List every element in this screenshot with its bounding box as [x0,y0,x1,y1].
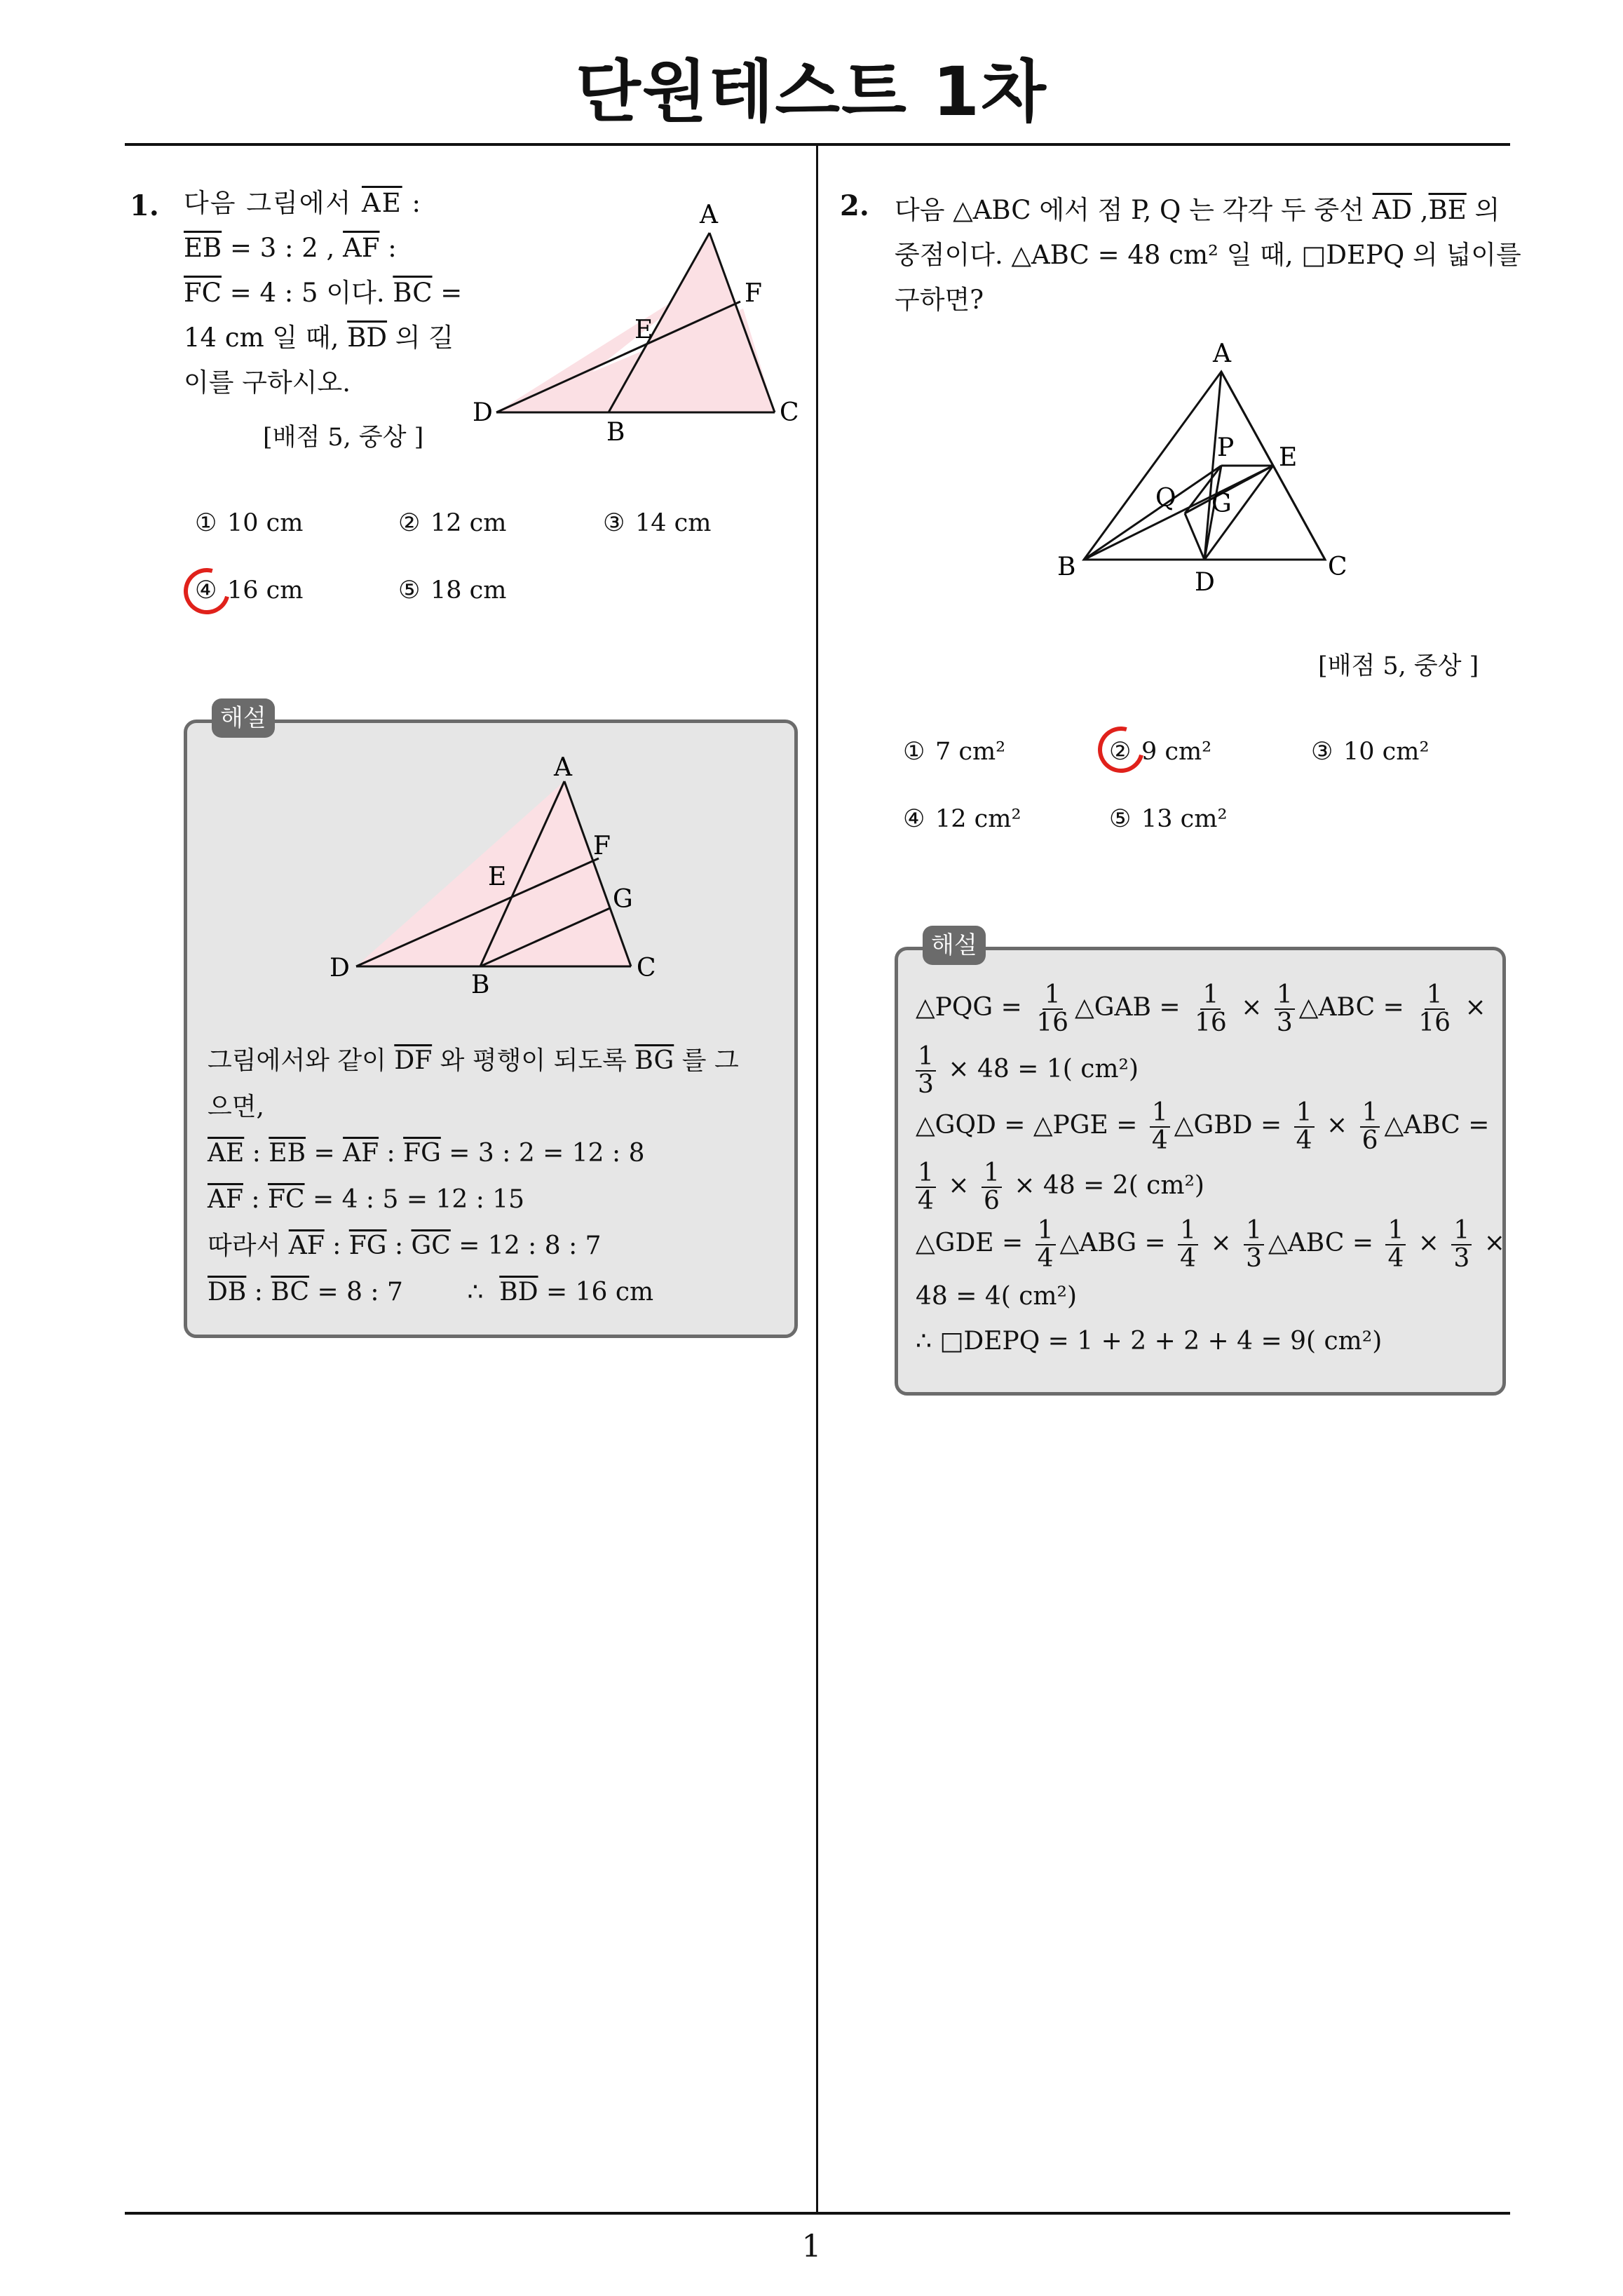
q1s-label-B: B [471,971,490,999]
q1s-label-G: G [613,885,633,914]
q1-solution-figure [322,750,687,1003]
q1-choice-2[interactable]: ② 12 cm [398,509,507,537]
q2-solution-eq3: △GQD = △PGE = $\frac{1}{4}$ △GBD = $\frac{1}{4}$ × $\frac{1}{6}$ △ABC = [916,1098,1490,1155]
question-1-number: 1. [130,189,159,222]
q2-answer-circle-mark [1089,718,1153,781]
question-1-score: [배점 5, 중상 ] [263,424,424,452]
q1s-label-A: A [554,753,572,782]
q2-label-D: D [1195,568,1215,597]
q2-label-P: P [1217,433,1235,462]
q2-label-A: A [1213,339,1231,368]
q2-choice-4[interactable]: ④ 12 cm² [903,805,1021,833]
footer-divider [125,2212,1510,2215]
q1-choice-5[interactable]: ⑤ 18 cm [398,576,507,605]
q2-solution-eq1: △PQG = $\frac{1}{16}$ △GAB = $\frac{1}{16}$ × $\frac{1}{3}$ △ABC = $\frac{1}{16}$ × [916,980,1486,1037]
q1-label-E: E [634,316,653,344]
q2-solution-eq2: $\frac{1}{3}$ × 48 = 1( cm²) [916,1044,1139,1098]
q1s-label-D: D [330,954,350,982]
q1s-label-E: E [488,863,507,891]
q1-solution-tag: 해설 [212,698,275,738]
q2-label-Q: Q [1155,484,1176,513]
column-divider [816,144,818,2213]
q2-label-C: C [1328,553,1347,581]
question-2-number: 2. [840,189,869,222]
question-2-score: [배점 5, 중상 ] [1318,652,1479,680]
q2-choice-3[interactable]: ③ 10 cm² [1311,738,1430,766]
q2-label-B: B [1057,553,1076,581]
q1-label-C: C [780,398,799,427]
q1-answer-circle-mark [175,560,238,623]
q1-choice-4[interactable]: ④ 16 cm [195,576,304,605]
q2-solution-tag: 해설 [923,926,986,965]
q2-label-G: G [1211,489,1232,518]
q1-label-D: D [473,398,493,427]
q1s-label-F: F [593,832,611,860]
q1-choice-3[interactable]: ③ 14 cm [603,509,712,537]
q2-solution-eq7: ∴ □DEPQ = 1 + 2 + 2 + 4 = 9( cm²) [916,1327,1383,1356]
q2-solution-eq5: △GDE = $\frac{1}{4}$ △ABG = $\frac{1}{4}$ × $\frac{1}{3}$ △ABC = $\frac{1}{4}$ × $\frac{1}{3}$ × [916,1216,1505,1273]
q1-label-A: A [700,201,718,229]
q2-solution-eq6: 48 = 4( cm²) [916,1282,1078,1311]
page-number: 1 [801,2229,822,2264]
question-1-text: 다음 그림에서 $\overline{AE}$ : $\overline{EB} = 3$ : 2 , $\overline{AF}$ : $\overline{FC} = 4$ : 5 이다. $\overline{BC}$ = 14 cm 일 때, $\overline{BD}$ 의 길 이를 구하시오. [184,188,463,398]
q1s-label-C: C [637,954,656,982]
q2-choice-5[interactable]: ⑤ 13 cm² [1109,805,1228,833]
q1-choice-1[interactable]: ① 10 cm [195,509,304,537]
q2-label-E: E [1279,443,1298,472]
q2-solution-eq4: $\frac{1}{4}$ × $\frac{1}{6}$ × 48 = 2( cm²) [916,1160,1204,1215]
question-1-figure [463,196,813,442]
question-2-figure [1045,337,1367,603]
q2-choice-1[interactable]: ① 7 cm² [903,738,1006,766]
q1-label-B: B [606,418,625,442]
q2-choice-2[interactable]: ② 9 cm² [1109,738,1212,766]
question-2-text: 다음 △ABC 에서 점 P, Q 는 각각 두 중선 $\overline{AD}$ $,\overline{BE}$ 의 중점이다. △ABC = 48 cm² 일 때, □DEPQ 의 넓이를 구하면? [895,195,1521,315]
q1-label-F: F [745,279,762,308]
q1-solution-text: 그림에서와 같이 $\overline{DF}$ 와 평행이 되도록 $\overline{BG}$ 를 그 으면, $\overline{AE}$ : $\overline{EB} = \overline{AF}$ : $\overline{FG} = 3$ : 2 = 12 : 8 $\overline{AF}$ : $\overline{FC} = 4$ : 5 = 12 : 15 따라서 $\overline{AF}$ : $\overline{FG}$ : $\overline{GC} = 12$ : 8 : 7 $\overline{DB}$ : $\overline{BC} = 8$ : 7 ∴ $\overline{BD} = 16$ cm [208,1046,739,1306]
page-title: 단원테스트 1차 [576,53,1047,131]
